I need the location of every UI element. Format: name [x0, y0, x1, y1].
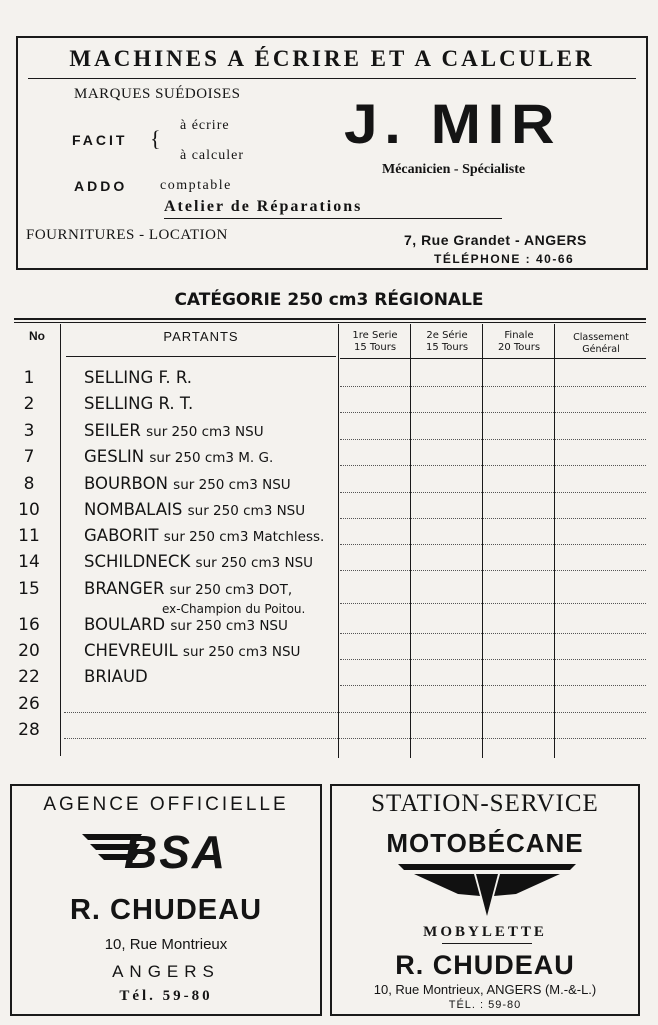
header-overall-line2: Général	[582, 344, 620, 355]
entrant-entry	[84, 393, 338, 416]
entrant-name: BRANGER	[84, 579, 165, 598]
entrant-number: 1	[23, 368, 35, 388]
entrant-entry	[84, 578, 338, 616]
row-guide	[340, 685, 646, 686]
table-top-rule-thin	[14, 322, 646, 323]
entrant-number: 26	[18, 694, 40, 714]
brand-facit: FACIT	[72, 132, 128, 148]
entrant-entry	[84, 614, 338, 637]
header-final-line1: Finale	[504, 330, 534, 341]
ad-headline: MACHINES A ÉCRIRE ET A CALCULER	[69, 46, 595, 71]
moto-owner: R. CHUDEAU	[395, 950, 575, 980]
moto-divider	[442, 943, 532, 944]
row-guide	[340, 439, 646, 440]
entrant-entry	[84, 525, 338, 548]
header-underline-results	[340, 358, 646, 359]
entrant-name: SELLING R. T.	[84, 394, 194, 413]
row-guide	[340, 412, 646, 413]
entrant-number: 16	[18, 615, 40, 635]
typewriter-advertisement	[16, 36, 648, 270]
entrant-machine: sur 250 cm3 M. G.	[149, 450, 274, 466]
header-series2	[412, 330, 482, 354]
entrant-number: 7	[23, 447, 35, 467]
entrant-machine: sur 250 cm3 DOT,	[169, 582, 293, 598]
row-guide	[340, 544, 646, 545]
entrant-machine: sur 250 cm3 NSU	[182, 644, 301, 660]
header-no: No	[29, 329, 45, 343]
race-category-title: CATÉGORIE 250 cm3 RÉGIONALE	[174, 290, 484, 310]
entrant-entry	[84, 367, 338, 390]
bsa-address: 10, Rue Montrieux	[104, 936, 228, 953]
entrant-number: 10	[18, 500, 40, 520]
entrant-name: SEILER	[84, 421, 141, 440]
column-rule-4	[482, 324, 483, 758]
entrant-entry	[84, 420, 338, 443]
entrant-number: 8	[23, 474, 35, 494]
moto-subbrand: MOBYLETTE	[423, 924, 547, 940]
column-rule-5	[554, 324, 555, 758]
moto-heading: STATION-SERVICE	[371, 790, 599, 817]
entrant-entry	[84, 551, 338, 574]
workshop-underline	[164, 218, 502, 219]
entrant-name: BRIAUD	[84, 667, 148, 686]
row-guide	[340, 570, 646, 571]
row-guide	[340, 633, 646, 634]
moto-logo: MOTOBÉCANE	[386, 828, 584, 858]
address: 7, Rue Grandet - ANGERS	[404, 232, 587, 248]
entrant-name: SCHILDNECK	[84, 552, 191, 571]
row-guide	[340, 603, 646, 604]
bsa-logo: BSA	[124, 826, 228, 878]
entrant-number: 2	[23, 394, 35, 414]
bsa-owner: R. CHUDEAU	[69, 894, 263, 926]
row-guide	[340, 518, 646, 519]
moto-phone: TÉL. : 59-80	[448, 999, 522, 1011]
header-series2-line1: 2e Série	[426, 330, 468, 341]
entrant-name: SELLING F. R.	[84, 368, 192, 387]
header-final-line2: 20 Tours	[497, 342, 541, 353]
facit-typing: à écrire	[180, 118, 230, 133]
entrant-number: 28	[18, 720, 40, 740]
headline-divider	[28, 78, 636, 79]
motobecane-advertisement	[330, 784, 640, 1016]
workshop-label: Atelier de Réparations	[164, 198, 363, 215]
row-guide	[340, 465, 646, 466]
bsa-advertisement	[10, 784, 322, 1016]
entrant-name: BOULARD	[84, 615, 166, 634]
column-rule-2	[338, 324, 339, 758]
bsa-heading: AGENCE OFFICIELLE	[43, 794, 289, 815]
brand-addo: ADDO	[74, 178, 128, 194]
table-top-rule	[14, 318, 646, 320]
entrant-name: CHEVREUIL	[84, 641, 178, 660]
column-rule-1	[60, 324, 61, 756]
row-guide	[340, 659, 646, 660]
motobecane-wing-emblem-icon	[394, 858, 580, 920]
header-overall-line1: Classement	[573, 332, 629, 343]
entrant-entry	[84, 473, 338, 496]
row-guide	[64, 738, 646, 739]
entrant-number: 14	[18, 552, 40, 572]
brands-label: MARQUES SUÉDOISES	[74, 86, 241, 102]
brace: {	[150, 126, 161, 151]
header-final	[484, 330, 554, 354]
moto-address: 10, Rue Montrieux, ANGERS (M.-&-L.)	[373, 982, 597, 997]
header-entrants: PARTANTS	[163, 329, 239, 344]
entrant-note: ex-Champion du Poitou.	[162, 602, 306, 616]
facit-calculating: à calculer	[180, 148, 245, 163]
phone: TÉLÉPHONE : 40-66	[434, 252, 575, 266]
addo-desc: comptable	[160, 178, 232, 193]
entrant-machine: sur 250 cm3 NSU	[170, 618, 288, 634]
entrant-number: 11	[18, 526, 40, 546]
header-overall	[556, 332, 646, 356]
column-rule-3	[410, 324, 411, 758]
entrant-number: 3	[23, 421, 35, 441]
header-series2-line2: 15 Tours	[425, 342, 469, 353]
entrant-machine: sur 250 cm3 Matchless.	[163, 529, 325, 545]
entrant-name: NOMBALAIS	[84, 500, 183, 519]
bsa-city: ANGERS	[112, 962, 220, 981]
entrant-name: GESLIN	[84, 447, 145, 466]
entrant-machine: sur 250 cm3 NSU	[187, 503, 306, 519]
profession: Mécanicien - Spécialiste	[382, 162, 526, 177]
row-guide	[340, 386, 646, 387]
company-name: J. MIR	[344, 92, 561, 155]
header-series1-line2: 15 Tours	[353, 342, 397, 353]
entrant-entry	[84, 640, 338, 663]
entrant-machine: sur 250 cm3 NSU	[146, 424, 264, 440]
entrant-entry	[84, 666, 338, 689]
entrant-name: BOURBON	[84, 474, 168, 493]
row-guide	[340, 492, 646, 493]
header-series1-line1: 1re Serie	[352, 330, 398, 341]
header-series1	[340, 330, 410, 354]
entrant-number: 20	[18, 641, 40, 661]
entrant-machine: sur 250 cm3 NSU	[195, 555, 314, 571]
row-guide	[64, 712, 646, 713]
entrant-number: 15	[18, 579, 40, 599]
bsa-phone: Tél. 59-80	[119, 988, 213, 1004]
entrant-entry	[84, 499, 338, 522]
supplies-label: FOURNITURES - LOCATION	[26, 227, 228, 243]
entrant-entry	[84, 446, 338, 469]
entrant-number: 22	[18, 667, 40, 687]
entrant-machine: sur 250 cm3 NSU	[173, 477, 291, 493]
header-underline-entrants	[66, 356, 336, 357]
entrant-name: GABORIT	[84, 526, 159, 545]
